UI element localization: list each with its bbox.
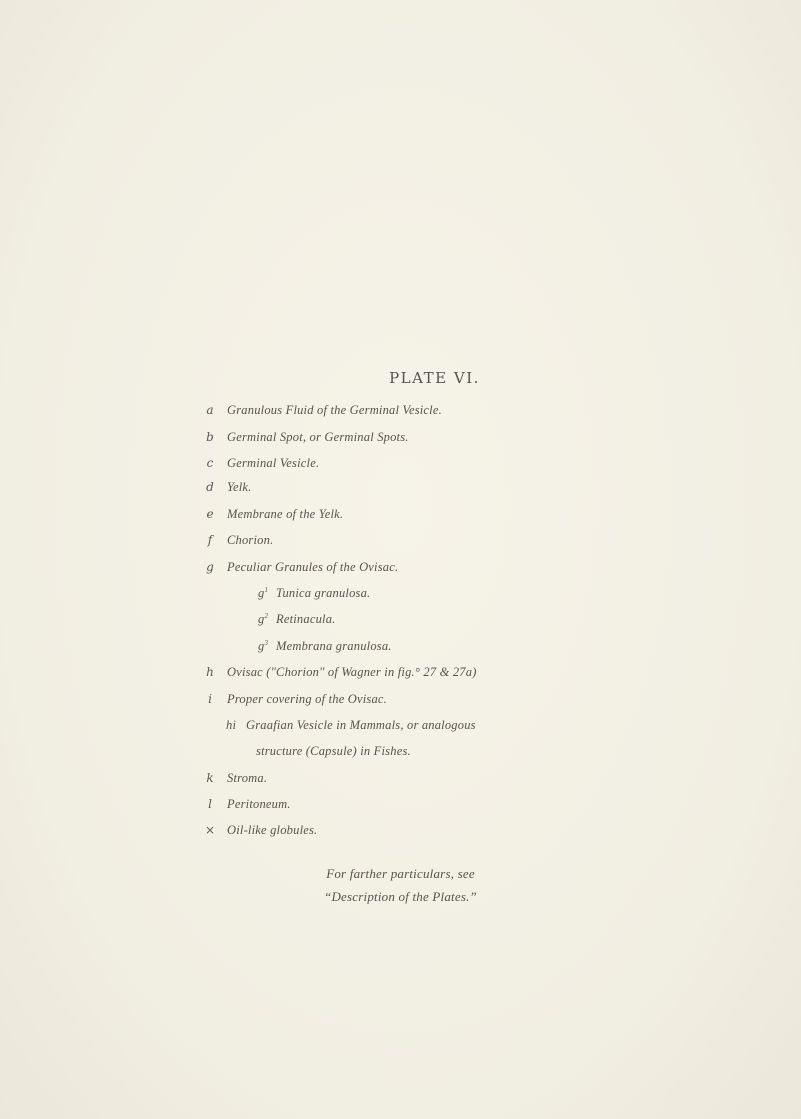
legend-key: c <box>206 456 214 470</box>
legend-key: h <box>206 665 214 679</box>
footer-note-line-1: For farther particulars, see <box>326 866 475 881</box>
legend-key: e <box>206 507 214 521</box>
legend-key-sup: 3 <box>264 639 269 647</box>
legend-text: Yelk. <box>227 480 252 494</box>
legend-key: d <box>206 480 214 494</box>
legend-key: a <box>206 403 214 417</box>
legend-key: l <box>208 797 212 811</box>
legend-key: b <box>206 430 214 444</box>
legend-text-continuation: structure (Capsule) in Fishes. <box>256 744 411 758</box>
legend-key: i <box>208 692 212 706</box>
legend-key: g <box>206 560 214 574</box>
legend-text: Membrane of the Yelk. <box>227 507 344 521</box>
legend-text: Germinal Vesicle. <box>227 456 320 470</box>
legend-text: Germinal Spot, or Germinal Spots. <box>227 430 409 444</box>
plate-title: PLATE VI. <box>389 369 480 387</box>
legend-key: g <box>258 586 265 601</box>
legend-text: Proper covering of the Ovisac. <box>227 692 388 706</box>
legend-key: f <box>207 533 213 547</box>
legend-text: Granulous Fluid of the Germinal Vesicle. <box>227 403 442 417</box>
legend-text: Retinacula. <box>276 612 336 626</box>
footer-note-line-2: “Description of the Plates.” <box>324 889 477 904</box>
legend-text: Peritoneum. <box>227 797 291 811</box>
legend-text: Chorion. <box>227 533 274 547</box>
legend-key: g <box>258 639 265 654</box>
legend-key: × <box>204 823 216 837</box>
legend-text: Peculiar Granules of the Ovisac. <box>227 560 399 574</box>
legend-key-sup: 2 <box>264 612 269 620</box>
legend-subkey <box>258 639 268 654</box>
legend-text: Graafian Vesicle in Mammals, or analogous <box>246 718 476 732</box>
legend-key-sup: 1 <box>264 586 269 594</box>
legend-text: Membrana granulosa. <box>276 639 392 653</box>
legend-text: Oil-like globules. <box>227 823 318 837</box>
legend-key: k <box>206 771 214 785</box>
legend-subkey <box>258 612 268 627</box>
legend-text: Tunica granulosa. <box>276 586 371 600</box>
legend-text: Stroma. <box>227 771 268 785</box>
legend-key: g <box>258 612 265 627</box>
legend-text: Ovisac ("Chorion" of Wagner in fig.° 27 & 27a) <box>227 665 477 679</box>
legend-key: hi <box>226 718 237 732</box>
legend-subkey <box>258 586 268 601</box>
